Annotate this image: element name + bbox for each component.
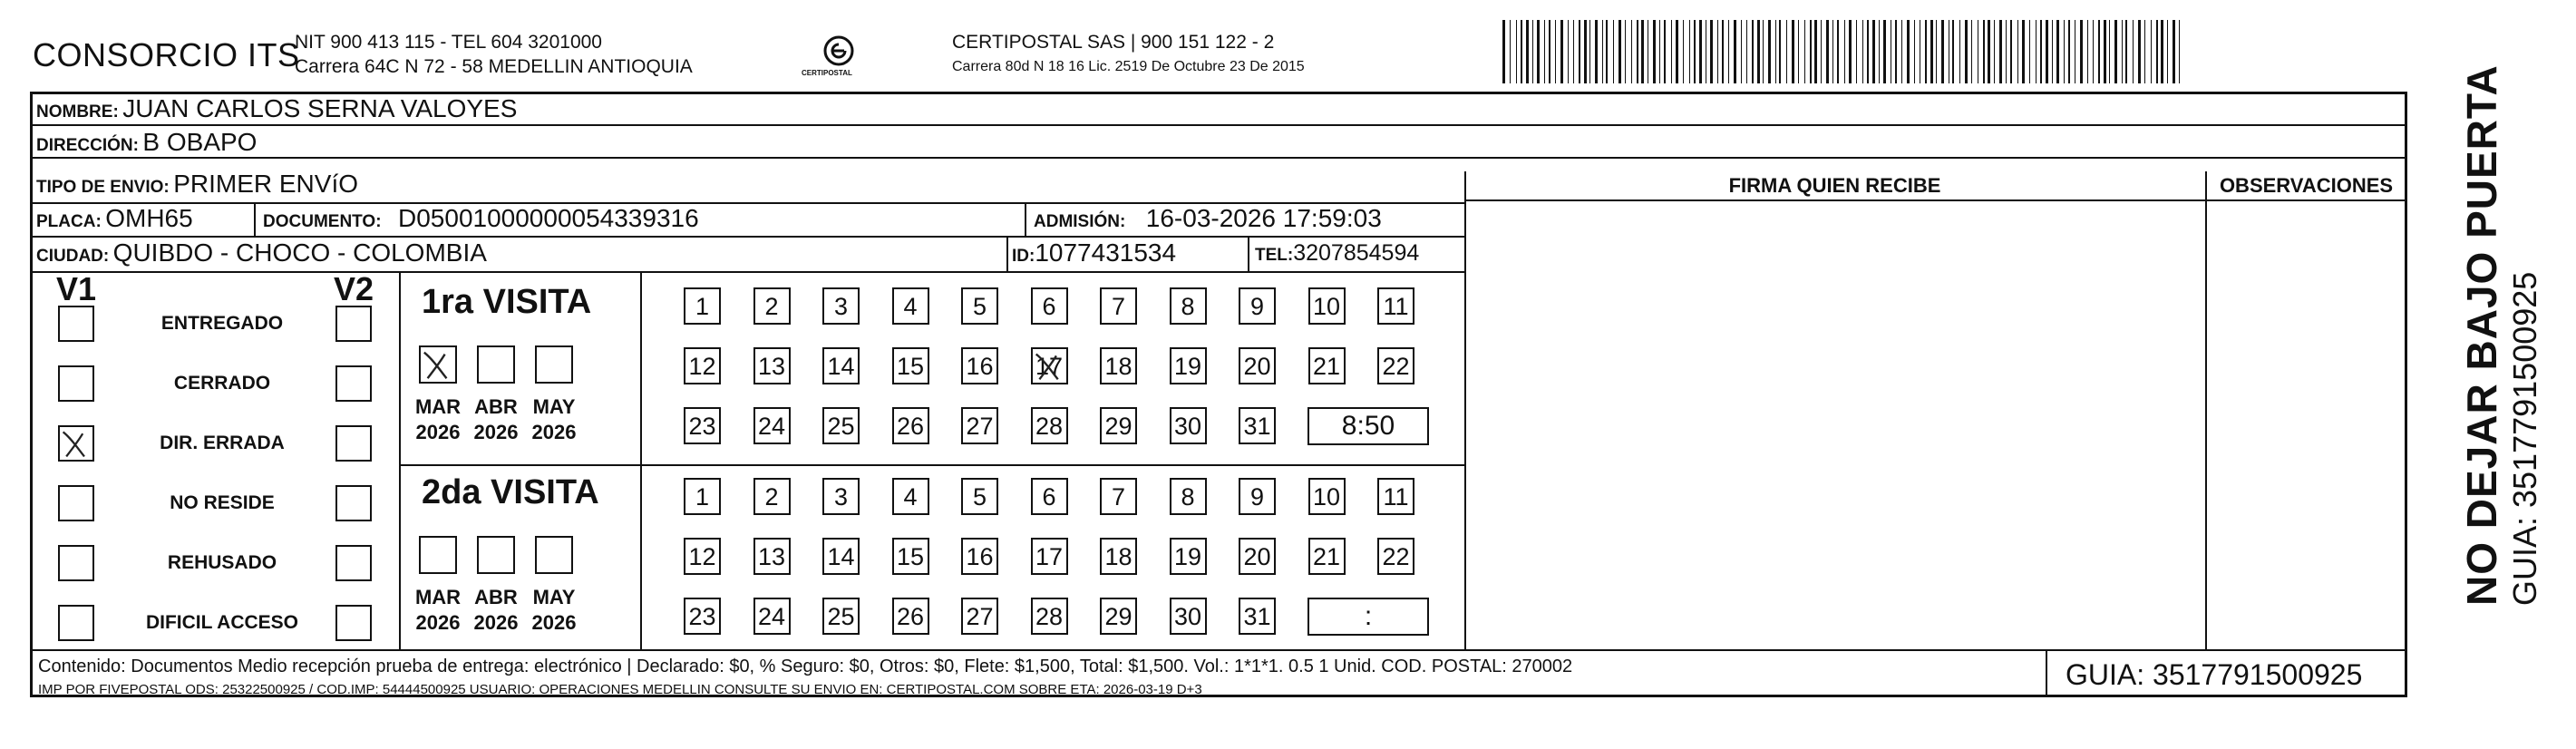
month-name: MAY	[532, 395, 576, 418]
status-v1-checkbox[interactable]	[58, 365, 94, 402]
month-year: 2026	[415, 611, 461, 634]
company-address: Carrera 64C N 72 - 58 MEDELLIN ANTIOQUIA	[295, 56, 693, 77]
month-year: 2026	[531, 611, 577, 634]
company-nit: NIT 900 413 115 - TEL 604 3201000	[295, 32, 602, 53]
month-year: 2026	[415, 421, 461, 443]
day-box[interactable]: 14	[822, 538, 860, 575]
admision-value: 16-03-2026 17:59:03	[1145, 204, 1382, 232]
tipo-envio-value: PRIMER ENVíO	[173, 170, 359, 198]
month-name: ABR	[474, 395, 518, 418]
month-checkbox[interactable]	[419, 536, 457, 574]
status-label: ENTREGADO	[160, 313, 284, 334]
day-box[interactable]: 1	[684, 478, 721, 515]
month-checkbox[interactable]	[477, 536, 515, 574]
day-box[interactable]: 5	[961, 287, 998, 325]
day-box[interactable]: 24	[753, 598, 791, 635]
day-box[interactable]: 21	[1308, 347, 1346, 384]
day-box[interactable]: 8	[1170, 478, 1207, 515]
status-v2-checkbox[interactable]	[335, 605, 372, 641]
day-box[interactable]: 26	[892, 598, 929, 635]
logo-text: CERTIPOSTAL	[802, 69, 852, 77]
day-box[interactable]: 7	[1100, 478, 1137, 515]
v2-header: V2	[334, 270, 374, 307]
day-box[interactable]: 28	[1031, 407, 1068, 444]
day-box[interactable]: 29	[1100, 598, 1137, 635]
carrier-address: Carrera 80d N 18 16 Lic. 2519 De Octubre 23 De 2015	[952, 59, 1305, 74]
placa-value: OMH65	[105, 204, 193, 232]
day-box[interactable]: 9	[1239, 287, 1276, 325]
day-box[interactable]: 15	[892, 538, 929, 575]
day-box[interactable]: 16	[961, 347, 998, 384]
nombre-label: NOMBRE:	[36, 102, 119, 122]
side-notice	[2457, 64, 2544, 606]
footer-print-info: IMP POR FIVEPOSTAL ODS: 25322500925 / COD.IMP: 54444500925 USUARIO: OPERACIONES MEDELLIN CONSULTE SU ENVIO EN: CERTIPOSTAL.COM SOBRE ETA: 2026-03-19 D+3	[38, 682, 1202, 697]
day-box[interactable]: 30	[1170, 407, 1207, 444]
v1-header: V1	[56, 270, 97, 307]
documento-label: DOCUMENTO:	[263, 212, 382, 231]
footer-contents: Contenido: Documentos Medio recepción prueba de entrega: electrónico | Declarado: $0, % Seguro: $0, Otros: $0, Flete: $1,500, Total: $1,500. Vol.: 1*1*1. 0.5 1 Unid. COD. POSTAL: 270002	[38, 657, 1573, 676]
day-box[interactable]: 12	[684, 347, 721, 384]
company-info	[295, 30, 693, 79]
day-box[interactable]: 23	[684, 598, 721, 635]
tel-value: 3207854594	[1293, 240, 1420, 266]
month-label	[525, 585, 583, 636]
day-box[interactable]: 6	[1031, 478, 1068, 515]
month-year: 2026	[473, 611, 519, 634]
observaciones-header: OBSERVACIONES	[2219, 174, 2394, 197]
day-box[interactable]: 2	[753, 478, 791, 515]
day-box[interactable]: 29	[1100, 407, 1137, 444]
admision-field	[1034, 204, 1382, 233]
month-label	[409, 585, 467, 636]
month-label	[467, 585, 525, 636]
day-box[interactable]: 22	[1377, 538, 1414, 575]
status-v1-checkbox[interactable]	[58, 485, 94, 521]
ciudad-label: CIUDAD:	[36, 247, 110, 266]
day-box[interactable]: 20	[1239, 347, 1276, 384]
direccion-value: B OBAPO	[142, 128, 258, 156]
status-label: CERRADO	[173, 373, 271, 394]
status-v2-checkbox[interactable]	[335, 545, 372, 581]
day-box[interactable]: 17	[1031, 347, 1068, 384]
status-v2-checkbox[interactable]	[335, 425, 372, 462]
day-box[interactable]: 22	[1377, 347, 1414, 384]
day-box[interactable]: 18	[1100, 538, 1137, 575]
day-box[interactable]: 27	[961, 598, 998, 635]
day-box[interactable]: 3	[822, 287, 860, 325]
day-box[interactable]: 19	[1170, 347, 1207, 384]
day-box[interactable]: 4	[892, 287, 929, 325]
carrier-info	[952, 30, 1305, 79]
day-box[interactable]: 30	[1170, 598, 1207, 635]
ciudad-value: QUIBDO - CHOCO - COLOMBIA	[112, 238, 487, 267]
status-label: DIR. ERRADA	[160, 433, 285, 453]
day-box[interactable]: 13	[753, 347, 791, 384]
day-box[interactable]: 18	[1100, 347, 1137, 384]
status-v2-checkbox[interactable]	[335, 306, 372, 342]
day-box[interactable]: 10	[1308, 478, 1346, 515]
month-checkbox[interactable]	[419, 345, 457, 384]
id-label: ID:	[1012, 247, 1035, 266]
check-mark-icon	[60, 427, 92, 460]
day-box[interactable]: 23	[684, 407, 721, 444]
day-box[interactable]: 4	[892, 478, 929, 515]
documento-value: D05001000000054339316	[398, 204, 699, 232]
status-v1-checkbox[interactable]	[58, 425, 94, 462]
day-box[interactable]: 24	[753, 407, 791, 444]
id-field	[1012, 238, 1176, 268]
tel-field	[1255, 240, 1419, 267]
month-name: MAR	[414, 586, 462, 608]
side-guia: GUIA: 3517791500925	[2506, 271, 2543, 606]
status-label: REHUSADO	[167, 552, 277, 573]
day-box[interactable]: 8	[1170, 287, 1207, 325]
day-box[interactable]: 19	[1170, 538, 1207, 575]
placa-field	[36, 204, 193, 233]
status-v1-checkbox[interactable]	[58, 545, 94, 581]
visit-time-box[interactable]: :	[1307, 598, 1429, 636]
no-dejar-notice: NO DEJAR BAJO PUERTA	[2458, 64, 2505, 606]
admision-label: ADMISIÓN:	[1034, 212, 1126, 231]
day-box[interactable]: 1	[684, 287, 721, 325]
day-box[interactable]: 12	[684, 538, 721, 575]
day-box[interactable]: 13	[753, 538, 791, 575]
day-box[interactable]: 20	[1239, 538, 1276, 575]
nombre-value: JUAN CARLOS SERNA VALOYES	[122, 94, 518, 122]
day-box[interactable]: 2	[753, 287, 791, 325]
day-box[interactable]: 14	[822, 347, 860, 384]
status-label: NO RESIDE	[170, 492, 275, 513]
ciudad-field	[36, 238, 487, 268]
status-label: DIFICIL ACCESO	[145, 612, 298, 633]
month-checkbox[interactable]	[535, 536, 573, 574]
company-name: CONSORCIO ITS	[33, 36, 300, 73]
firma-header: FIRMA QUIEN RECIBE	[1728, 174, 1941, 197]
divider	[30, 271, 1464, 273]
status-v2-checkbox[interactable]	[335, 365, 372, 402]
month-label	[467, 394, 525, 445]
documento-field	[263, 204, 699, 233]
visit-1-title: 1ra VISITA	[422, 283, 592, 321]
day-box[interactable]: 15	[892, 347, 929, 384]
day-box[interactable]: 21	[1308, 538, 1346, 575]
direccion-label: DIRECCIÓN:	[36, 136, 139, 155]
day-box[interactable]: 25	[822, 598, 860, 635]
month-name: MAY	[532, 586, 576, 608]
divider	[30, 649, 2407, 651]
month-name: ABR	[474, 586, 518, 608]
guia-number: GUIA: 3517791500925	[2066, 658, 2363, 691]
tel-label: TEL:	[1255, 246, 1294, 265]
barcode	[1502, 20, 2181, 83]
day-box[interactable]: 31	[1239, 598, 1276, 635]
placa-label: PLACA:	[36, 212, 102, 231]
day-box[interactable]: 11	[1377, 287, 1414, 325]
day-box[interactable]: 7	[1100, 287, 1137, 325]
divider	[1464, 199, 2407, 201]
visit-2-title: 2da VISITA	[422, 473, 599, 511]
day-box[interactable]: 3	[822, 478, 860, 515]
status-v2-checkbox[interactable]	[335, 485, 372, 521]
divider	[30, 124, 2407, 126]
check-mark-icon	[421, 347, 455, 382]
month-checkbox[interactable]	[477, 345, 515, 384]
visit-time-box[interactable]: 8:50	[1307, 407, 1429, 445]
month-name: MAR	[414, 395, 462, 418]
day-box[interactable]: 10	[1308, 287, 1346, 325]
day-box[interactable]: 6	[1031, 287, 1068, 325]
divider	[30, 157, 2407, 159]
day-box[interactable]: 9	[1239, 478, 1276, 515]
month-label	[409, 394, 467, 445]
status-v1-checkbox[interactable]	[58, 306, 94, 342]
month-checkbox[interactable]	[535, 345, 573, 384]
day-box[interactable]: 17	[1031, 538, 1068, 575]
check-mark-icon	[1033, 349, 1066, 383]
day-box[interactable]: 25	[822, 407, 860, 444]
direccion-field	[36, 128, 257, 157]
tipo-envio-label: TIPO DE ENVIO:	[36, 178, 170, 197]
month-year: 2026	[531, 421, 577, 443]
tipo-envio-field	[36, 170, 358, 199]
day-box[interactable]: 16	[961, 538, 998, 575]
day-box[interactable]: 26	[892, 407, 929, 444]
month-label	[525, 394, 583, 445]
id-value: 1077431534	[1035, 238, 1177, 267]
day-box[interactable]: 5	[961, 478, 998, 515]
nombre-field	[36, 94, 517, 123]
carrier-name: CERTIPOSTAL SAS | 900 151 122 - 2	[952, 32, 1275, 53]
day-box[interactable]: 27	[961, 407, 998, 444]
day-box[interactable]: 31	[1239, 407, 1276, 444]
day-box[interactable]: 28	[1031, 598, 1068, 635]
status-v1-checkbox[interactable]	[58, 605, 94, 641]
month-year: 2026	[473, 421, 519, 443]
day-box[interactable]: 11	[1377, 478, 1414, 515]
